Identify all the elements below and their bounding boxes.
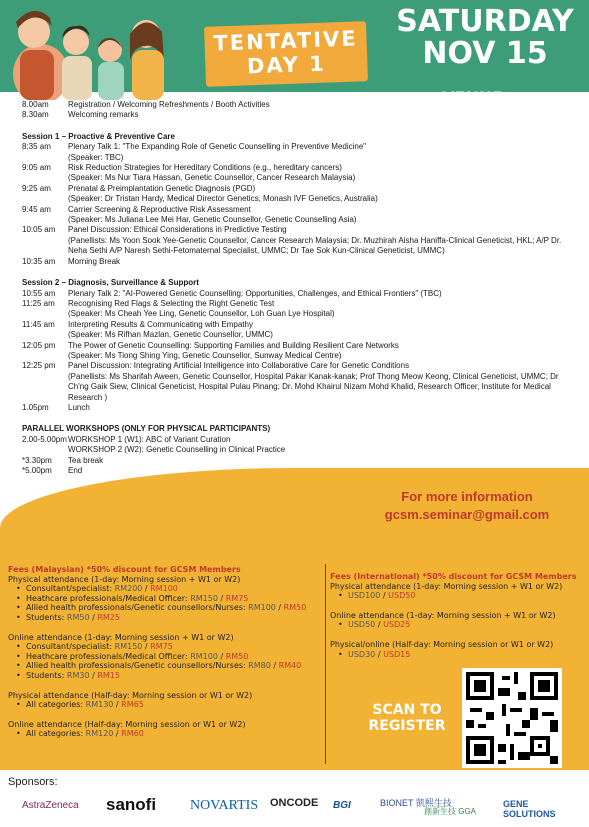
- fees-international: [330, 572, 586, 659]
- fee-item: [338, 650, 586, 660]
- fee-separator: /: [375, 620, 384, 630]
- day-label: DAY 1: [246, 51, 327, 79]
- agenda-content: [68, 100, 562, 110]
- agenda-title: Prenatal & Preimplantation Genetic Diagnosis (PGD): [68, 183, 256, 193]
- session-1-title: Session 1 – Proactive & Preventive Care: [22, 131, 175, 141]
- agenda-content: [68, 299, 562, 320]
- agenda-item: [22, 100, 562, 110]
- agenda-time: 11:45 am: [22, 319, 55, 329]
- fees-section-title: Physical/online (Half-day: Morning session or W1 or W2): [330, 639, 554, 649]
- fee-item: [16, 594, 326, 604]
- agenda-title: Registration / Welcoming Refreshments / Booth Activities: [68, 100, 270, 109]
- agenda-detail: (Speaker: Dr Tristan Hardy, Medical Director Genetics, Monash IVF Genetics, Australia): [68, 194, 378, 204]
- agenda-item: [22, 205, 562, 226]
- fee-price: RM50: [66, 612, 90, 622]
- agenda-title: Plenary Talk 2: "AI-Powered Genetic Counselling: Opportunities, Challenges, and Ethical Frontiers" (TBC): [68, 288, 442, 298]
- agenda-content: [68, 289, 562, 299]
- agenda-title: Recognising Red Flags & Selecting the Right Genetic Test: [68, 298, 275, 308]
- fee-member-price: RM75: [150, 642, 173, 652]
- agenda-item: [22, 289, 562, 299]
- agenda-item: [22, 341, 562, 362]
- sponsor-logo-bgi: BGI: [333, 800, 351, 811]
- contact-label: For more information: [401, 489, 533, 504]
- agenda-item: [22, 110, 562, 120]
- fee-item: [16, 661, 326, 671]
- fee-member-price: RM50: [225, 651, 249, 661]
- fee-price: USD100: [348, 591, 381, 601]
- sponsor-logo-astrazeneca: AstraZeneca: [22, 800, 79, 811]
- fee-category: Heathcare professionals/Medical Officer:: [26, 593, 191, 603]
- fees-section-title: Physical attendance (1-day: Morning session + W1 or W2): [8, 574, 241, 584]
- fee-category: Students:: [26, 612, 67, 622]
- fee-separator: /: [142, 584, 151, 594]
- fee-category: Allied health professionals/Genetic counsellors/Nurses:: [26, 661, 249, 671]
- fee-separator: /: [217, 651, 226, 661]
- contact-email[interactable]: gcsm.seminar@gmail.com: [384, 507, 550, 522]
- agenda-title: Panel Discussion: Ethical Considerations in Predictive Testing: [68, 225, 287, 235]
- fee-item: [16, 613, 326, 623]
- fee-member-price: RM15: [97, 670, 120, 680]
- fee-member-price: USD50: [388, 591, 416, 601]
- sponsors-label: Sponsors:: [8, 776, 58, 788]
- event-date-text: NOV 15: [422, 36, 548, 71]
- fee-item: [16, 584, 326, 594]
- agenda-title: Panel Discussion: Integrating Artificial Intelligence into Collaborative Care for Genetic Conditions: [68, 361, 410, 371]
- fee-price: RM80: [248, 661, 271, 671]
- fee-price: RM100: [190, 651, 218, 661]
- fee-separator: /: [89, 670, 98, 680]
- event-date: [385, 6, 585, 70]
- agenda-content: [68, 435, 562, 445]
- fee-separator: /: [380, 591, 389, 601]
- event-day: SATURDAY: [396, 4, 574, 39]
- tentative-label: TENTATIVE: [213, 26, 359, 56]
- fees-section-title: Physical attendance (1-day: Morning session + W1 or W2): [330, 581, 563, 591]
- agenda-content: [68, 456, 562, 466]
- agenda-time: *5.00pm: [22, 466, 52, 475]
- fee-item: [338, 591, 586, 601]
- agenda-detail: (Speaker: Ms Rifhan Mazlan, Genetic Counsellor, UMMC): [68, 330, 273, 340]
- fee-category: Heathcare professionals/Medical Officer:: [26, 651, 191, 661]
- agenda-title: Lunch: [68, 402, 90, 412]
- agenda-time: 2.00-5.00pm: [22, 434, 67, 444]
- agenda-title: End: [68, 466, 83, 475]
- fee-price: RM150: [190, 593, 218, 603]
- agenda-content: [68, 205, 562, 226]
- agenda-title: WORKSHOP 2 (W2): Genetic Counselling in Clinical Practice: [68, 445, 286, 455]
- fees-divider: [325, 564, 326, 764]
- agenda-item: [22, 184, 562, 205]
- venue-label: VENUE: [442, 88, 503, 107]
- fee-category: Allied health professionals/Genetic counsellors/Nurses:: [26, 603, 249, 613]
- agenda-detail: (Speaker: Ms Cheah Yee Ling, Genetic Counsellor, Loh Guan Lye Hospital): [68, 309, 335, 319]
- fee-member-price: RM60: [121, 729, 144, 739]
- fee-price: RM200: [114, 584, 143, 594]
- agenda-time: 8.30am: [22, 110, 49, 120]
- fee-price: RM100: [248, 603, 276, 613]
- agenda-detail: (Speaker: Ms Tiong Shing Ying, Genetic Counsellor, Sunway Medical Centre): [68, 350, 342, 360]
- fee-item: [16, 671, 326, 681]
- agenda-item: [22, 225, 562, 256]
- fee-category: Consultant/specialist:: [26, 584, 115, 594]
- fee-price: RM30: [66, 670, 90, 680]
- agenda-item: [22, 257, 562, 267]
- agenda-item: [22, 403, 562, 413]
- agenda-time: 8.00am: [22, 100, 49, 109]
- agenda-time: 10:55 am: [22, 288, 56, 298]
- fee-member-price: RM65: [121, 700, 144, 710]
- fees-section-title: Physical attendance (Half-day: Morning session or W1 or W2): [8, 690, 253, 700]
- fee-item: [16, 603, 326, 613]
- agenda-time: 1.05pm: [22, 402, 49, 412]
- fees-international-title: Fees (International) *50% discount for GCSM Members: [330, 572, 577, 581]
- fee-separator: /: [113, 729, 122, 739]
- session-2-title: Session 2 – Diagnosis, Surveillance & Support: [22, 278, 199, 288]
- fee-category: Consultant/specialist:: [26, 642, 115, 652]
- fee-separator: /: [89, 612, 98, 622]
- sponsor-logo-oncode: ONCODE: [270, 797, 319, 809]
- agenda-item: [22, 466, 562, 476]
- agenda-content: [68, 225, 562, 256]
- agenda-time: 9:45 am: [22, 204, 51, 214]
- agenda-title: WORKSHOP 1 (W1): ABC of Variant Curation: [68, 434, 231, 444]
- fee-separator: /: [113, 700, 122, 710]
- agenda-title: Risk Reduction Strategies for Hereditary Conditions (e.g., hereditary cancers): [68, 163, 342, 173]
- agenda-content: [68, 184, 562, 205]
- agenda-content: [68, 403, 562, 413]
- agenda-content: [68, 163, 562, 184]
- agenda-time: 9:05 am: [22, 163, 51, 173]
- fee-separator: /: [275, 603, 284, 613]
- fee-separator: /: [270, 661, 279, 671]
- agenda-item: [22, 445, 562, 455]
- fee-item: [16, 652, 326, 662]
- agenda-time: [22, 445, 68, 455]
- sponsor-logo-gga: 創新生技 GGA: [424, 807, 477, 816]
- agenda-time: 9:25 am: [22, 183, 51, 193]
- fee-member-price: RM75: [225, 593, 249, 603]
- fee-separator: /: [142, 642, 151, 652]
- agenda-item: [22, 456, 562, 466]
- agenda-title: The Power of Genetic Counselling: Supporting Families and Building Resilient Care Networks: [68, 340, 399, 350]
- agenda-time: 10:05 am: [22, 225, 56, 235]
- agenda-title: Morning Break: [68, 256, 121, 266]
- agenda-time: 12:25 pm: [22, 361, 56, 371]
- registration-qr-code[interactable]: [462, 668, 562, 768]
- agenda-detail: (Speaker: Ms Juliana Lee Mei Har, Genetic Counsellor, Genetic Counselling Asia): [68, 215, 357, 225]
- sponsor-logo-gene-solutions: GENE SOLUTIONS: [503, 799, 556, 819]
- fee-category: All categories:: [26, 700, 86, 710]
- fee-price: RM150: [114, 642, 143, 652]
- agenda-content: [68, 445, 562, 455]
- scan-to-register: [357, 702, 457, 734]
- agenda-time: 11:25 am: [22, 298, 55, 308]
- fees-section-title: Online attendance (1-day: Morning session + W1 or W2): [8, 632, 234, 642]
- agenda-content: [68, 142, 562, 163]
- fee-item: [16, 642, 326, 652]
- venue-name: HOTEL PERDANA, KL: [379, 108, 566, 127]
- fee-member-price: RM40: [278, 661, 302, 671]
- fee-category: Students:: [26, 670, 67, 680]
- agenda-content: [68, 341, 562, 362]
- agenda-item: [22, 163, 562, 184]
- agenda-item: [22, 320, 562, 341]
- sponsor-logo-sanofi: sanofi: [106, 795, 157, 814]
- agenda-time: 8:35 am: [22, 142, 51, 152]
- fee-price: USD50: [348, 620, 376, 630]
- fee-member-price: USD25: [383, 620, 411, 630]
- agenda-detail: (Panellists: Ms Sharifah Aween, Genetic Counsellor, Hospital Pakar Kanak-kanak; Prof Thong Meow Keong, Clinical Geneticist, UMMC; Dr Ch'ng Gaik Siew, Clinical Geneticist, Hospital Pulau Pinang; Dr. Mohd Khairul Nizam Mohd Khalid, Research Officer, Institute for Medical Research ): [68, 371, 559, 402]
- agenda-item: [22, 142, 562, 163]
- fee-price: RM120: [85, 729, 114, 739]
- agenda: [22, 100, 562, 476]
- agenda-title: Tea break: [68, 455, 104, 465]
- workshops-title: PARALLEL WORKSHOPS (ONLY FOR PHYSICAL PARTICIPANTS): [22, 424, 271, 434]
- agenda-content: [68, 466, 562, 476]
- sponsor-logo-bionet: BIONET 凱熙生技: [380, 798, 452, 808]
- fee-separator: /: [217, 593, 226, 603]
- register-label: REGISTER: [368, 718, 446, 734]
- agenda-item: [22, 435, 562, 445]
- scan-label: SCAN TO: [372, 702, 442, 718]
- fee-category: All categories:: [26, 729, 86, 739]
- fee-separator: /: [375, 649, 384, 659]
- fees-malaysian: [8, 565, 326, 739]
- agenda-title: Plenary Talk 1: "The Expanding Role of Genetic Counselling in Preventive Medicine": [68, 142, 367, 152]
- agenda-item: [22, 299, 562, 320]
- fee-member-price: USD15: [383, 649, 411, 659]
- agenda-title: Carrier Screening & Reproductive Risk Assessment: [68, 204, 251, 214]
- fee-member-price: RM100: [150, 584, 178, 594]
- fee-item: [16, 700, 326, 710]
- fee-price: RM130: [85, 700, 114, 710]
- agenda-content: [68, 320, 562, 341]
- agenda-time: *3.30pm: [22, 455, 52, 465]
- agenda-content: [68, 110, 562, 120]
- fee-price: USD30: [348, 649, 376, 659]
- fees-section-title: Online attendance (Half-day: Morning session or W1 or W2): [8, 719, 246, 729]
- agenda-time: 12:05 pm: [22, 340, 56, 350]
- agenda-item: [22, 361, 562, 403]
- fees-section-title: Online attendance (1-day: Morning session + W1 or W2): [330, 610, 556, 620]
- fees-malaysian-title: Fees (Malaysian) *50% discount for GCSM Members: [8, 565, 241, 574]
- fee-member-price: RM25: [97, 612, 120, 622]
- fee-member-price: RM50: [283, 603, 307, 613]
- fee-item: [16, 729, 326, 739]
- agenda-title: Welcoming remarks: [68, 110, 139, 120]
- agenda-detail: (Speaker: Ms Nur Tiara Hassan, Genetic Counsellor, Cancer Research Malaysia): [68, 173, 356, 183]
- tentative-banner: [204, 21, 368, 87]
- agenda-content: [68, 361, 562, 403]
- sponsor-logo-novartis: NOVARTIS: [190, 798, 259, 813]
- agenda-title: Interpreting Results & Communicating with Empathy: [68, 319, 253, 329]
- agenda-detail: (Panellists: Ms Yoon Sook Yee-Genetic Counsellor, Cancer Research Malaysia; Dr. Muzhirah Aisha Haniffa-Clinical Geneticist, HKL; A/P Dr. Neha Sethi A/P Naresh Sethi-Fetomaternal Specialist, UMMC; Dr Tae Sok Kun-Clinical Geneticist, UMMC): [68, 235, 562, 256]
- contact-info: [352, 488, 582, 524]
- fee-item: [338, 620, 586, 630]
- family-illustration: [6, 4, 176, 100]
- agenda-content: [68, 257, 562, 267]
- agenda-time: 10:35 am: [22, 256, 56, 266]
- agenda-detail: (Speaker: TBC): [68, 152, 124, 162]
